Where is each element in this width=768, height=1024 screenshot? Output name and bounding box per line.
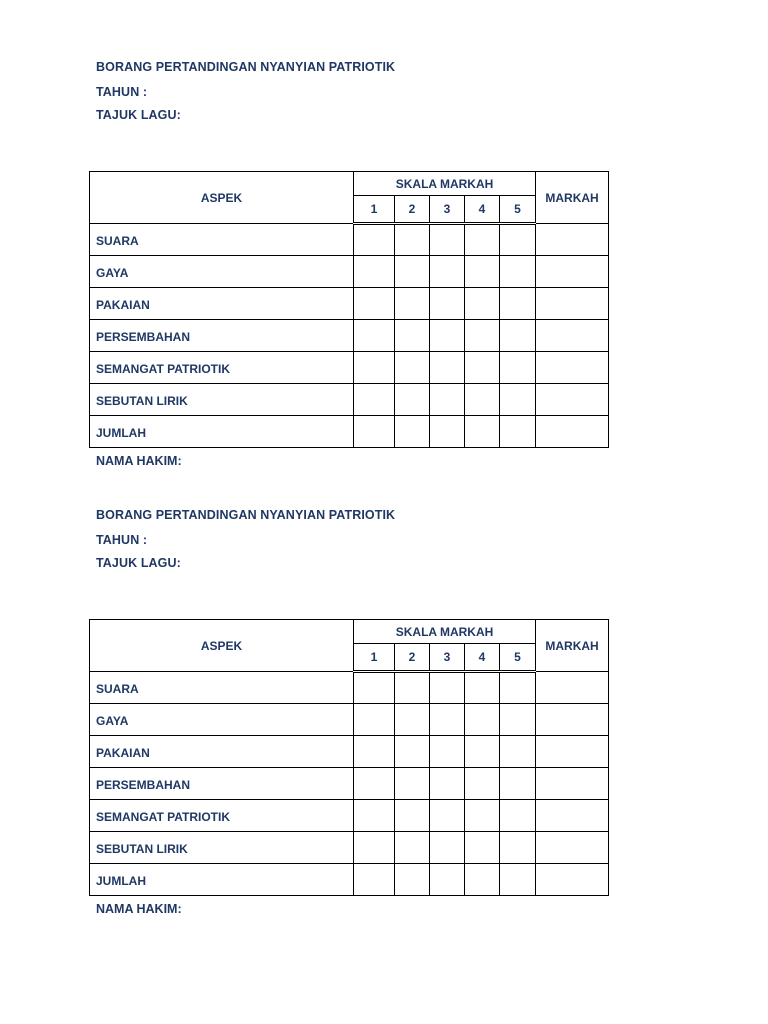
score-cell[interactable] [395, 416, 430, 448]
score-cell[interactable] [500, 416, 536, 448]
score-cell[interactable] [395, 800, 430, 832]
scale-4-header: 4 [465, 196, 500, 224]
score-cell[interactable] [500, 672, 536, 704]
table-row [90, 832, 609, 864]
score-cell[interactable] [465, 416, 500, 448]
score-cell[interactable] [430, 224, 465, 256]
score-cell[interactable] [354, 864, 395, 896]
table-row [90, 704, 609, 736]
skala-markah-header: SKALA MARKAH [354, 620, 536, 644]
markah-cell[interactable] [536, 704, 609, 736]
score-cell[interactable] [354, 256, 395, 288]
markah-cell[interactable] [536, 672, 609, 704]
table-row [90, 224, 609, 256]
score-cell[interactable] [395, 320, 430, 352]
score-cell[interactable] [395, 352, 430, 384]
score-cell[interactable] [465, 768, 500, 800]
form-title: BORANG PERTANDINGAN NYANYIAN PATRIOTIK [96, 60, 396, 74]
aspect-label: JUMLAH [90, 416, 354, 448]
score-cell[interactable] [465, 352, 500, 384]
markah-cell[interactable] [536, 288, 609, 320]
score-cell[interactable] [395, 384, 430, 416]
score-cell[interactable] [354, 736, 395, 768]
tahun-label: TAHUN : [96, 533, 148, 547]
markah-cell[interactable] [536, 736, 609, 768]
score-cell[interactable] [500, 864, 536, 896]
score-cell[interactable] [430, 416, 465, 448]
score-cell[interactable] [430, 288, 465, 320]
score-cell[interactable] [354, 768, 395, 800]
table-row [90, 736, 609, 768]
score-cell[interactable] [395, 736, 430, 768]
form-title: BORANG PERTANDINGAN NYANYIAN PATRIOTIK [96, 508, 396, 522]
score-cell[interactable] [500, 768, 536, 800]
score-cell[interactable] [354, 832, 395, 864]
score-cell[interactable] [430, 736, 465, 768]
score-cell[interactable] [395, 256, 430, 288]
score-cell[interactable] [354, 224, 395, 256]
table-row [90, 320, 609, 352]
score-cell[interactable] [430, 704, 465, 736]
score-cell[interactable] [500, 384, 536, 416]
aspect-label: JUMLAH [90, 864, 354, 896]
aspect-label: SEBUTAN LIRIK [90, 384, 354, 416]
scale-3-header: 3 [430, 196, 465, 224]
table-row [90, 288, 609, 320]
markah-cell[interactable] [536, 416, 609, 448]
score-cell[interactable] [465, 800, 500, 832]
table-row [90, 672, 609, 704]
score-cell[interactable] [465, 832, 500, 864]
skala-markah-header: SKALA MARKAH [354, 172, 536, 196]
markah-cell[interactable] [536, 320, 609, 352]
table-row [90, 352, 609, 384]
score-cell[interactable] [465, 704, 500, 736]
markah-cell[interactable] [536, 384, 609, 416]
score-cell[interactable] [430, 832, 465, 864]
score-cell[interactable] [395, 224, 430, 256]
table-row [90, 800, 609, 832]
tahun-label: TAHUN : [96, 85, 148, 99]
markah-cell[interactable] [536, 352, 609, 384]
score-cell[interactable] [465, 672, 500, 704]
score-cell[interactable] [395, 832, 430, 864]
score-cell[interactable] [500, 832, 536, 864]
score-cell[interactable] [354, 672, 395, 704]
score-cell[interactable] [465, 320, 500, 352]
score-cell[interactable] [354, 704, 395, 736]
scale-5-header: 5 [500, 644, 536, 672]
score-cell[interactable] [500, 736, 536, 768]
aspect-label: PERSEMBAHAN [90, 320, 354, 352]
score-cell[interactable] [395, 768, 430, 800]
nama-hakim-label: NAMA HAKIM: [96, 454, 182, 468]
markah-cell[interactable] [536, 800, 609, 832]
markah-header: MARKAH [536, 620, 609, 672]
score-cell[interactable] [430, 352, 465, 384]
scale-1-header: 1 [354, 644, 395, 672]
score-cell[interactable] [465, 288, 500, 320]
scale-2-header: 2 [395, 196, 430, 224]
scale-2-header: 2 [395, 644, 430, 672]
nama-hakim-label: NAMA HAKIM: [96, 902, 182, 916]
aspect-label: SEMANGAT PATRIOTIK [90, 800, 354, 832]
score-cell[interactable] [430, 800, 465, 832]
aspect-label: GAYA [90, 256, 354, 288]
score-cell[interactable] [354, 320, 395, 352]
table-row [90, 768, 609, 800]
score-cell[interactable] [354, 384, 395, 416]
aspect-label: SUARA [90, 224, 354, 256]
table-row [90, 256, 609, 288]
score-cell[interactable] [354, 416, 395, 448]
score-cell[interactable] [430, 864, 465, 896]
score-cell[interactable] [354, 352, 395, 384]
aspect-label: GAYA [90, 704, 354, 736]
score-table [89, 171, 609, 448]
markah-header: MARKAH [536, 172, 609, 224]
score-cell[interactable] [500, 352, 536, 384]
scale-5-header: 5 [500, 196, 536, 224]
score-table [89, 619, 609, 896]
markah-cell[interactable] [536, 864, 609, 896]
score-cell[interactable] [500, 224, 536, 256]
score-cell[interactable] [354, 800, 395, 832]
aspect-label: PAKAIAN [90, 288, 354, 320]
markah-cell[interactable] [536, 256, 609, 288]
score-cell[interactable] [395, 704, 430, 736]
score-cell[interactable] [500, 800, 536, 832]
score-cell[interactable] [465, 864, 500, 896]
tajuk-lagu-label: TAJUK LAGU: [96, 556, 181, 570]
markah-cell[interactable] [536, 832, 609, 864]
score-cell[interactable] [430, 768, 465, 800]
score-cell[interactable] [430, 672, 465, 704]
aspect-label: PERSEMBAHAN [90, 768, 354, 800]
markah-cell[interactable] [536, 768, 609, 800]
scale-4-header: 4 [465, 644, 500, 672]
score-cell[interactable] [465, 256, 500, 288]
score-cell[interactable] [500, 704, 536, 736]
score-cell[interactable] [430, 320, 465, 352]
scale-3-header: 3 [430, 644, 465, 672]
score-cell[interactable] [395, 864, 430, 896]
score-cell[interactable] [430, 384, 465, 416]
scale-1-header: 1 [354, 196, 395, 224]
aspek-header: ASPEK [90, 620, 354, 672]
score-cell[interactable] [500, 320, 536, 352]
score-cell[interactable] [500, 256, 536, 288]
markah-cell[interactable] [536, 224, 609, 256]
score-cell[interactable] [430, 256, 465, 288]
aspect-label: SUARA [90, 672, 354, 704]
score-cell[interactable] [465, 224, 500, 256]
score-cell[interactable] [500, 288, 536, 320]
score-cell[interactable] [395, 672, 430, 704]
aspect-label: SEBUTAN LIRIK [90, 832, 354, 864]
table-row [90, 416, 609, 448]
score-cell[interactable] [354, 288, 395, 320]
score-cell[interactable] [395, 288, 430, 320]
tajuk-lagu-label: TAJUK LAGU: [96, 108, 181, 122]
aspek-header: ASPEK [90, 172, 354, 224]
aspect-label: SEMANGAT PATRIOTIK [90, 352, 354, 384]
score-cell[interactable] [465, 736, 500, 768]
aspect-label: PAKAIAN [90, 736, 354, 768]
table-row [90, 864, 609, 896]
table-row [90, 384, 609, 416]
score-cell[interactable] [465, 384, 500, 416]
